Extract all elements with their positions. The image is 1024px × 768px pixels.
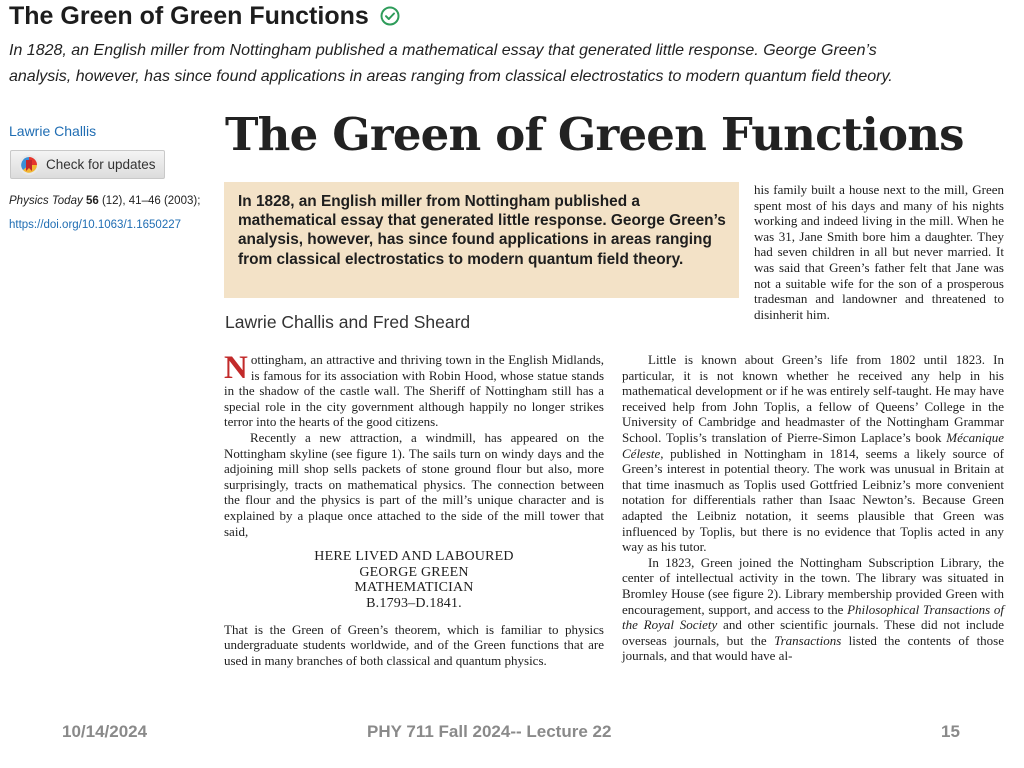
article-column-left xyxy=(224,352,604,668)
citation xyxy=(9,195,200,207)
footer-page-number: 15 xyxy=(941,722,960,741)
article-column-right xyxy=(622,352,1004,664)
plaque-line: HERE LIVED AND LABOURED xyxy=(314,549,514,565)
doi-link[interactable]: https://doi.org/10.1063/1.1650227 xyxy=(9,219,182,231)
dropcap: N xyxy=(224,350,248,386)
paragraph: his family built a house next to the mill, Green spent most of his days and many of his nights working and indeed living in the mill. When he was 31, Jane Smith bore him a daughter. They had seven children in all but never married. It was said that Green’s father felt that Jane was not a suitable wife for the son of a prosperous tradesman and landowner and threatened to disinherit him. xyxy=(754,182,1004,322)
verified-check-icon xyxy=(380,4,400,33)
plaque-inscription xyxy=(224,549,604,611)
abstract-summary: In 1828, an English miller from Nottingham published a mathematical essay that generated little response. George Green’s analysis, however, has since found applications in areas ranging from classical electrostatics to modern quantum field theory. xyxy=(9,42,893,85)
paragraph xyxy=(622,352,1004,555)
paragraph xyxy=(224,352,604,430)
article-column-right-top xyxy=(754,182,1004,322)
journal-title: Philosophical Transactions of the Royal Society xyxy=(622,601,1004,633)
plaque-line: B.1793–D.1841. xyxy=(366,595,462,611)
paragraph-text: ottingham, an attractive and thriving town in the English Midlands, is famous for its association with Robin Hood, whose statue stands in the shadow of the castle wall. The Sheriff of Nottingham still has a special role in the city government although happily no longer strikes terror into the hearts of the good citizens. xyxy=(224,352,604,430)
paragraph-text: and other scientific journals. These did not include overseas journals, but the xyxy=(622,617,1004,648)
footer-date: 10/14/2024 xyxy=(62,722,148,741)
citation-journal: Physics Today xyxy=(9,195,83,207)
article-abstract-box xyxy=(224,182,739,298)
article-title: The Green of Green Functions xyxy=(225,108,964,161)
paragraph: Recently a new attraction, a windmill, has appeared on the Nottingham skyline (see figure 1). The sails turn on windy days and the adjoining mill shop sells packets of stone ground flour but also, more surprisingly, tracts on mathematical physics. The connection between the flour and the physics is part of the mill’s unique character and is explained by a plaque once attached to the side of the mill tower that said, xyxy=(224,429,604,539)
paragraph-text: Little is known about Green’s life from 1802 until 1823. In particular, it is not known whether he received any help in his mathematical development or if he was entirely self-taught. He may have received help from John Toplis, a fellow of Queens’ College in the University of Cambridge and headmaster of the Nottingham Grammar School. Toplis’s translation of Pierre-Simon Laplace’s book xyxy=(622,352,1004,445)
crossmark-icon xyxy=(18,154,40,176)
citation-volume: 56 xyxy=(85,195,99,207)
article-abstract-text: In 1828, an English miller from Nottingham published a mathematical essay that generated little response. George Green’s analysis, however, has since found applications in areas ranging from classical electrostatics to modern quantum field theory. xyxy=(238,193,726,268)
paragraph xyxy=(622,555,1004,664)
citation-details: (12), 41–46 (2003); xyxy=(101,195,201,207)
plaque-line: GEORGE GREEN xyxy=(359,564,469,580)
paragraph-text: , published in Nottingham in 1814, seems a likely source of Green’s interest in potential theory. The work was unusual in Britain at that time inasmuch as Toplis used Gottfried Leibniz’s more convenient notation for differentials rather than Isaac Newton’s. Because Green adapted the Leibniz notation, it seems plausible that Green was influenced by Toplis, but there is no evidence that Toplis acted in any way as his tutor. xyxy=(622,445,1004,555)
plaque-line: MATHEMATICIAN xyxy=(354,580,474,596)
check-for-updates-button[interactable] xyxy=(10,150,165,179)
book-title: Mécanique Céleste xyxy=(622,429,1004,461)
paragraph-text: listed the contents of those journals, and that would have al- xyxy=(622,632,1005,664)
page-title-text: The Green of Green Functions xyxy=(9,2,369,30)
journal-title: Transactions xyxy=(774,632,842,648)
paragraph: That is the Green of Green’s theorem, which is familiar to physics undergraduate students worldwide, and of the Green functions that are used in many branches of both classical and quantum physics. xyxy=(224,621,604,668)
article-authors: Lawrie Challis and Fred Sheard xyxy=(225,312,471,332)
paragraph-text: In 1823, Green joined the Nottingham Subscription Library, the center of intellectual activity in the town. The library was situated in Bromley House (see figure 2). Library membership provided Green with encouragement, support, and access to the xyxy=(622,554,1004,617)
check-for-updates-label: Check for updates xyxy=(46,157,156,172)
page-title xyxy=(9,2,400,33)
footer-lecture: PHY 711 Fall 2024-- Lecture 22 xyxy=(367,722,612,741)
author-link[interactable]: Lawrie Challis xyxy=(9,123,97,139)
